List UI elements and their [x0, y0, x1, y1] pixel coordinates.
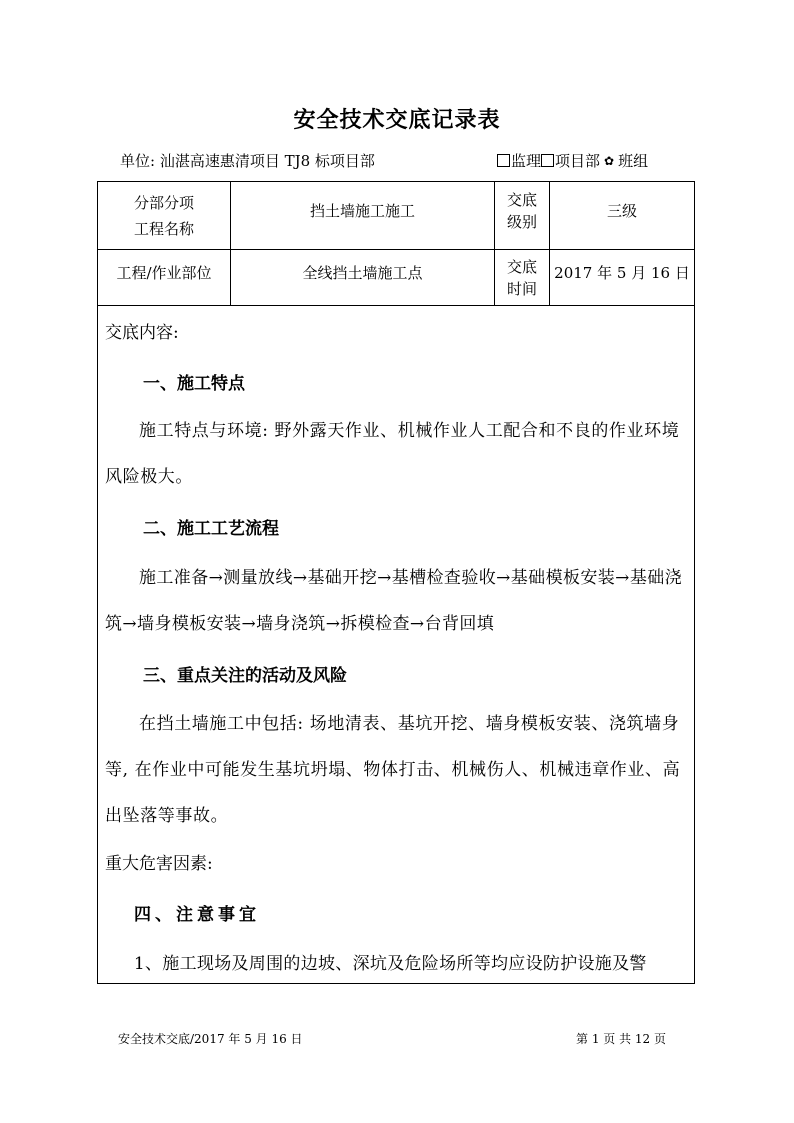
page-number: 第 1 页 共 12 页: [576, 1032, 666, 1046]
paragraph-process-flow: 施工准备→测量放线→基础开挖→基槽检查验收→基础模板安装→基础浇筑→墙身模板安装→墙身浇筑→拆模检查→台背回填: [105, 568, 683, 634]
time-value: 2017 年 5 月 16 日: [554, 263, 690, 282]
paragraph-key-risks: 在挡土墙施工中包括: 场地清表、基坑开挖、墙身模板安装、浇筑墙身等, 在作业中可能发生基坑坍塌、物体打击、机械伤人、机械违章作业、高出坠落等事故。: [105, 714, 681, 826]
location-value: 全线挡土墙施工点: [302, 263, 423, 282]
team-checkbox[interactable]: [600, 150, 648, 171]
document-title: 安全技术交底记录表: [293, 107, 501, 133]
level-value-cell: [550, 182, 694, 240]
precaution-item-1: 1、施工现场及周围的边坡、深坑及危险场所等均应设防护设施及警: [133, 954, 647, 974]
level-label-line2: 级别: [506, 213, 537, 231]
footer-left: 安全技术交底/2017 年 5 月 16 日: [118, 1032, 303, 1046]
project-dept-label: 项目部: [555, 152, 601, 170]
team-label: 班组: [618, 152, 649, 170]
sub-project-label-cell: [98, 182, 230, 249]
sub-project-value: 挡土墙施工施工: [309, 202, 415, 220]
unit-line: 单位: 汕湛高速惠清项目 TJ8 标项目部: [120, 152, 375, 170]
supervision-checkbox[interactable]: [497, 150, 541, 171]
row-divider: [98, 305, 694, 306]
empty-checkbox-icon: [497, 154, 510, 167]
paragraph-construction-features: 施工特点与环境: 野外露天作业、机械作业人工配合和不良的作业环境风险极大。: [105, 421, 680, 487]
project-dept-checkbox[interactable]: [541, 150, 600, 171]
level-value: 三级: [606, 202, 637, 220]
heading-key-risks: 三、重点关注的活动及风险: [143, 666, 347, 686]
major-hazards-label: 重大危害因素:: [105, 854, 213, 874]
time-label-line1: 交底: [506, 257, 537, 276]
gear-icon: ✿: [604, 153, 615, 168]
heading-precautions: 四、注意事宜: [134, 905, 260, 925]
time-value-cell: [550, 250, 694, 295]
location-value-cell: [231, 250, 494, 295]
location-label-cell: [98, 250, 230, 295]
empty-checkbox-icon: [541, 154, 554, 167]
level-label-line1: 交底: [506, 191, 537, 209]
role-checkboxes: [497, 150, 648, 171]
time-label-cell: [495, 250, 549, 305]
supervision-label: 监理: [511, 152, 542, 170]
time-label-line2: 时间: [506, 279, 537, 298]
sub-project-label-line1: 分部分项: [133, 193, 194, 212]
location-label: 工程/作业部位: [116, 263, 212, 282]
level-label-cell: [495, 182, 549, 240]
content-intro: 交底内容:: [105, 323, 179, 343]
heading-construction-features: 一、施工特点: [143, 374, 245, 394]
sub-project-value-cell: [231, 182, 494, 240]
sub-project-label-line2: 工程名称: [133, 219, 194, 238]
heading-process-flow: 二、施工工艺流程: [143, 519, 279, 539]
